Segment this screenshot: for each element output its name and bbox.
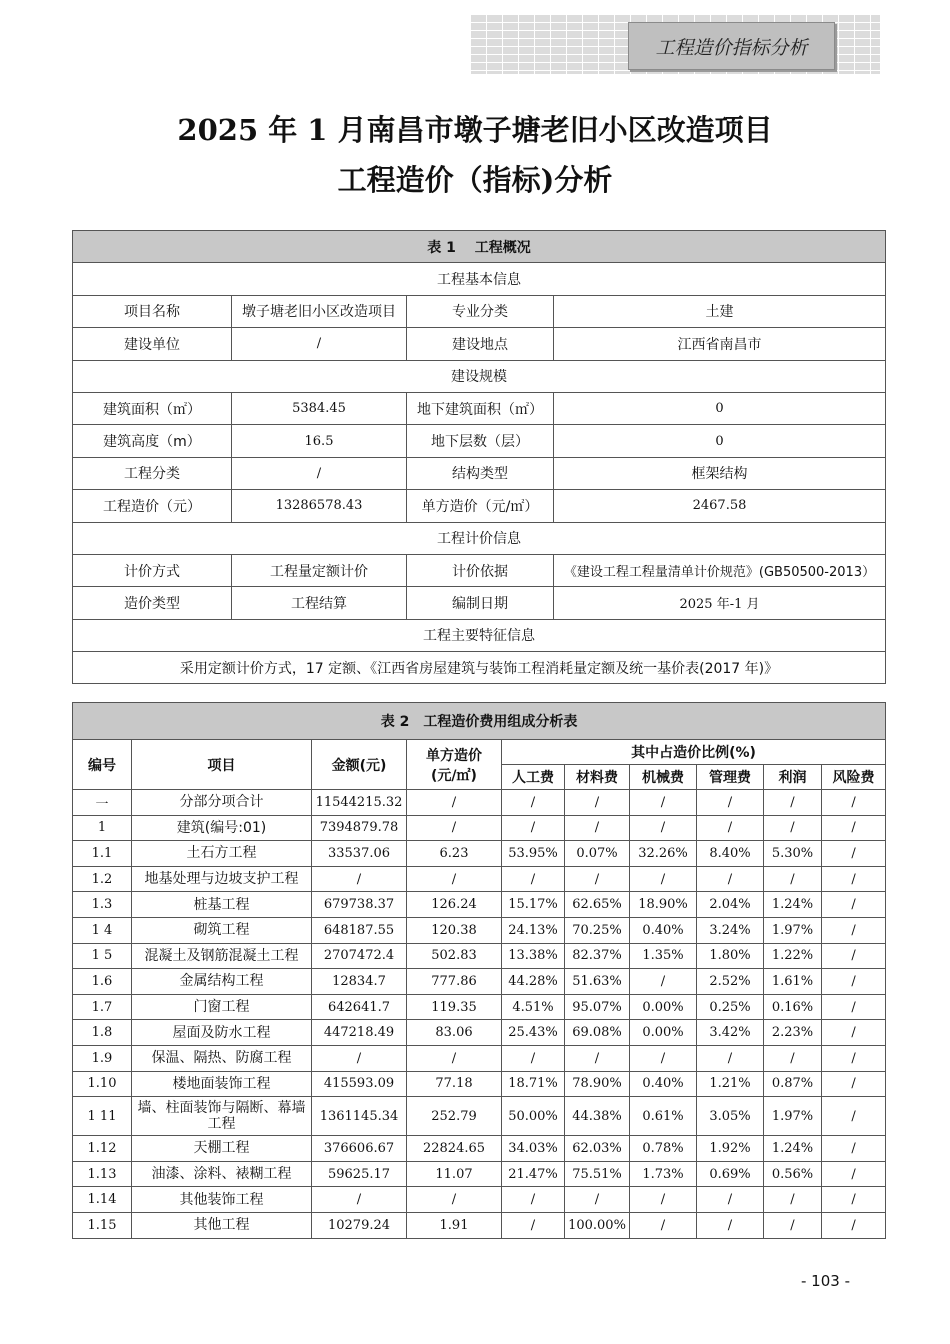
page-number: - 103 - — [801, 1272, 850, 1290]
cell-material: / — [565, 815, 630, 841]
cell-unit-cost: / — [407, 790, 502, 816]
cell-labor: 4.51% — [502, 994, 565, 1020]
cell-amount: 12834.7 — [312, 969, 407, 995]
cell-risk: / — [822, 866, 886, 892]
cell-no: 1.14 — [73, 1187, 132, 1213]
location-value: 江西省南昌市 — [554, 328, 886, 360]
table1-caption: 表 1 工程概况 — [73, 231, 886, 263]
cell-material: / — [565, 866, 630, 892]
cell-unit-cost: / — [407, 866, 502, 892]
cell-item: 油漆、涂料、裱糊工程 — [132, 1161, 312, 1187]
table-row — [73, 790, 886, 816]
cell-management: 0.69% — [697, 1161, 764, 1187]
cell-labor: 44.28% — [502, 969, 565, 995]
cell-material: 75.51% — [565, 1161, 630, 1187]
cell-machine: / — [630, 969, 697, 995]
header-unit-cost — [407, 740, 502, 790]
cell-item: 门窗工程 — [132, 994, 312, 1020]
cell-amount: 415593.09 — [312, 1071, 407, 1097]
builder-value: / — [232, 328, 407, 360]
cell-material: 0.07% — [565, 841, 630, 867]
cell-amount: / — [312, 1187, 407, 1213]
section-scale: 建设规模 — [73, 360, 886, 392]
cell-management: 3.05% — [697, 1097, 764, 1136]
cost-type-label: 造价类型 — [73, 587, 232, 619]
cell-labor: / — [502, 815, 565, 841]
cell-labor: 25.43% — [502, 1020, 565, 1046]
table-row — [73, 815, 886, 841]
cell-item: 保温、隔热、防腐工程 — [132, 1045, 312, 1071]
cost-composition-table — [72, 702, 886, 1239]
cell-management: / — [697, 815, 764, 841]
cell-profit: 0.16% — [764, 994, 822, 1020]
cell-item: 其他工程 — [132, 1212, 312, 1238]
cell-profit: 0.56% — [764, 1161, 822, 1187]
cell-machine: 32.26% — [630, 841, 697, 867]
section-tag: 工程造价指标分析 — [628, 22, 835, 70]
cell-amount: 59625.17 — [312, 1161, 407, 1187]
cell-no: 1.12 — [73, 1136, 132, 1162]
cell-risk: / — [822, 1161, 886, 1187]
cell-material: 82.37% — [565, 943, 630, 969]
cell-material: / — [565, 1187, 630, 1213]
cell-management: 2.52% — [697, 969, 764, 995]
cell-risk: / — [822, 1097, 886, 1136]
cell-machine: 18.90% — [630, 892, 697, 918]
cell-machine: 0.61% — [630, 1097, 697, 1136]
area-value: 5384.45 — [232, 392, 407, 424]
cell-profit: 1.24% — [764, 892, 822, 918]
cell-profit: / — [764, 1212, 822, 1238]
cell-management: 1.21% — [697, 1071, 764, 1097]
header-profit: 利润 — [764, 765, 822, 790]
cell-machine: / — [630, 790, 697, 816]
header-labor: 人工费 — [502, 765, 565, 790]
cell-risk: / — [822, 790, 886, 816]
cell-no: 1.3 — [73, 892, 132, 918]
header-unit-label: 单方造价 — [426, 747, 482, 764]
section-basic-info: 工程基本信息 — [73, 263, 886, 295]
cell-labor: 18.71% — [502, 1071, 565, 1097]
cost-table-body — [73, 790, 886, 1239]
cell-profit: 2.23% — [764, 1020, 822, 1046]
cell-management: / — [697, 1187, 764, 1213]
cell-machine: / — [630, 815, 697, 841]
cell-profit: 1.97% — [764, 1097, 822, 1136]
method-label: 计价方式 — [73, 554, 232, 586]
cell-labor: / — [502, 1212, 565, 1238]
cell-material: 51.63% — [565, 969, 630, 995]
cell-machine: 1.73% — [630, 1161, 697, 1187]
cell-management: 3.42% — [697, 1020, 764, 1046]
cell-item: 天棚工程 — [132, 1136, 312, 1162]
cell-profit: / — [764, 1187, 822, 1213]
cell-item: 建筑(编号:01) — [132, 815, 312, 841]
cell-labor: 50.00% — [502, 1097, 565, 1136]
project-name-label: 项目名称 — [73, 295, 232, 327]
header-amount: 金额(元) — [312, 740, 407, 790]
page-title-line2: 工程造价（指标)分析 — [337, 163, 613, 197]
cell-risk: / — [822, 943, 886, 969]
cell-no: 1 5 — [73, 943, 132, 969]
cell-labor: 53.95% — [502, 841, 565, 867]
cell-item: 楼地面装饰工程 — [132, 1071, 312, 1097]
cell-material: 62.03% — [565, 1136, 630, 1162]
cell-labor: 15.17% — [502, 892, 565, 918]
cell-item: 桩基工程 — [132, 892, 312, 918]
cell-labor: / — [502, 1045, 565, 1071]
cell-material: 62.65% — [565, 892, 630, 918]
table-row — [73, 1136, 886, 1162]
table-row — [73, 1187, 886, 1213]
table-row — [73, 917, 886, 943]
section-pricing: 工程计价信息 — [73, 522, 886, 554]
date-label: 编制日期 — [407, 587, 554, 619]
cell-risk: / — [822, 1071, 886, 1097]
cell-no: 1.6 — [73, 969, 132, 995]
cell-management: / — [697, 790, 764, 816]
table-row — [73, 866, 886, 892]
category-label: 工程分类 — [73, 457, 232, 489]
cell-material: 78.90% — [565, 1071, 630, 1097]
header-machine: 机械费 — [630, 765, 697, 790]
cell-profit: 1.24% — [764, 1136, 822, 1162]
unit-cost-value: 2467.58 — [554, 490, 886, 522]
cell-no: 1 4 — [73, 917, 132, 943]
cost-value: 13286578.43 — [232, 490, 407, 522]
table-row — [73, 1045, 886, 1071]
table2-caption: 表 2 工程造价费用组成分析表 — [73, 703, 886, 740]
underground-floors-value: 0 — [554, 425, 886, 457]
cell-unit-cost: 1.91 — [407, 1212, 502, 1238]
page-title-line1: 2025 年 1 月南昌市墩子塘老旧小区改造项目 — [177, 113, 773, 147]
cell-no: 1.13 — [73, 1161, 132, 1187]
cell-labor: 24.13% — [502, 917, 565, 943]
cell-risk: / — [822, 892, 886, 918]
cell-no: 一 — [73, 790, 132, 816]
cell-profit: 1.97% — [764, 917, 822, 943]
cell-management: 8.40% — [697, 841, 764, 867]
cell-no: 1.9 — [73, 1045, 132, 1071]
cell-item: 分部分项合计 — [132, 790, 312, 816]
header-unit-sub: (元/㎡) — [431, 767, 477, 784]
cell-material: 95.07% — [565, 994, 630, 1020]
cell-item: 其他装饰工程 — [132, 1187, 312, 1213]
cell-no: 1.15 — [73, 1212, 132, 1238]
cell-amount: 376606.67 — [312, 1136, 407, 1162]
cell-item: 墙、柱面装饰与隔断、幕墙工程 — [132, 1097, 312, 1136]
cell-unit-cost: 119.35 — [407, 994, 502, 1020]
cell-item: 砌筑工程 — [132, 917, 312, 943]
header-no: 编号 — [73, 740, 132, 790]
cell-risk: / — [822, 1045, 886, 1071]
cell-management: / — [697, 866, 764, 892]
cell-no: 1.7 — [73, 994, 132, 1020]
cell-item: 屋面及防水工程 — [132, 1020, 312, 1046]
cell-amount: 11544215.32 — [312, 790, 407, 816]
cell-amount: 10279.24 — [312, 1212, 407, 1238]
cell-profit: 1.61% — [764, 969, 822, 995]
structure-label: 结构类型 — [407, 457, 554, 489]
cell-unit-cost: 22824.65 — [407, 1136, 502, 1162]
cell-amount: 33537.06 — [312, 841, 407, 867]
cell-unit-cost: 502.83 — [407, 943, 502, 969]
header-item: 项目 — [132, 740, 312, 790]
cell-management: 2.04% — [697, 892, 764, 918]
project-overview-table — [72, 230, 886, 684]
table-row — [73, 1212, 886, 1238]
cell-amount: 648187.55 — [312, 917, 407, 943]
cell-profit: / — [764, 1045, 822, 1071]
method-value: 工程量定额计价 — [232, 554, 407, 586]
cell-item: 混凝土及钢筋混凝土工程 — [132, 943, 312, 969]
features-text: 采用定额计价方式，17 定额、《江西省房屋建筑与装饰工程消耗量定额及统一基价表(2017 年)》 — [73, 652, 886, 684]
cell-amount: 2707472.4 — [312, 943, 407, 969]
cell-amount: / — [312, 866, 407, 892]
cell-amount: / — [312, 1045, 407, 1071]
cell-profit: / — [764, 790, 822, 816]
cell-no: 1.8 — [73, 1020, 132, 1046]
cell-management: 1.80% — [697, 943, 764, 969]
cell-profit: / — [764, 815, 822, 841]
cell-machine: / — [630, 866, 697, 892]
cell-profit: 1.22% — [764, 943, 822, 969]
cell-amount: 7394879.78 — [312, 815, 407, 841]
area-label: 建筑面积（㎡） — [73, 392, 232, 424]
cell-profit: 5.30% — [764, 841, 822, 867]
structure-value: 框架结构 — [554, 457, 886, 489]
table-row — [73, 943, 886, 969]
cell-machine: 1.35% — [630, 943, 697, 969]
cell-unit-cost: 83.06 — [407, 1020, 502, 1046]
specialty-label: 专业分类 — [407, 295, 554, 327]
cell-labor: 21.47% — [502, 1161, 565, 1187]
basis-label: 计价依据 — [407, 554, 554, 586]
cell-item: 金属结构工程 — [132, 969, 312, 995]
table-row — [73, 1020, 886, 1046]
cost-type-value: 工程结算 — [232, 587, 407, 619]
builder-label: 建设单位 — [73, 328, 232, 360]
cell-machine: 0.78% — [630, 1136, 697, 1162]
basis-value: 《建设工程工程量清单计价规范》(GB50500-2013） — [554, 554, 886, 586]
cost-label: 工程造价（元） — [73, 490, 232, 522]
cell-material: 44.38% — [565, 1097, 630, 1136]
cell-labor: 13.38% — [502, 943, 565, 969]
cell-no: 1.1 — [73, 841, 132, 867]
category-value: / — [232, 457, 407, 489]
cell-machine: / — [630, 1045, 697, 1071]
cell-profit: / — [764, 866, 822, 892]
cell-unit-cost: 6.23 — [407, 841, 502, 867]
cell-amount: 1361145.34 — [312, 1097, 407, 1136]
cell-item: 地基处理与边坡支护工程 — [132, 866, 312, 892]
table-row — [73, 994, 886, 1020]
date-value: 2025 年-1 月 — [554, 587, 886, 619]
cell-machine: 0.40% — [630, 1071, 697, 1097]
cell-no: 1 — [73, 815, 132, 841]
project-name-value: 墩子塘老旧小区改造项目 — [232, 295, 407, 327]
cell-management: 0.25% — [697, 994, 764, 1020]
cell-management: / — [697, 1212, 764, 1238]
cell-machine: / — [630, 1212, 697, 1238]
cell-unit-cost: / — [407, 1187, 502, 1213]
cell-amount: 679738.37 — [312, 892, 407, 918]
cell-labor: 34.03% — [502, 1136, 565, 1162]
unit-cost-label: 单方造价（元/㎡） — [407, 490, 554, 522]
cell-amount: 447218.49 — [312, 1020, 407, 1046]
cell-unit-cost: 126.24 — [407, 892, 502, 918]
cell-no: 1.10 — [73, 1071, 132, 1097]
header-management: 管理费 — [697, 765, 764, 790]
cell-labor: / — [502, 866, 565, 892]
cell-material: / — [565, 1045, 630, 1071]
cell-labor: / — [502, 1187, 565, 1213]
cell-management: 3.24% — [697, 917, 764, 943]
height-value: 16.5 — [232, 425, 407, 457]
cell-risk: / — [822, 841, 886, 867]
location-label: 建设地点 — [407, 328, 554, 360]
cell-labor: / — [502, 790, 565, 816]
cell-item: 土石方工程 — [132, 841, 312, 867]
cell-risk: / — [822, 994, 886, 1020]
cell-risk: / — [822, 1136, 886, 1162]
table-row — [73, 1161, 886, 1187]
cell-risk: / — [822, 1212, 886, 1238]
cell-no: 1.2 — [73, 866, 132, 892]
table-row — [73, 1071, 886, 1097]
cell-risk: / — [822, 1187, 886, 1213]
cell-risk: / — [822, 815, 886, 841]
header-ratio: 其中占造价比例(%) — [502, 740, 886, 765]
cell-unit-cost: 11.07 — [407, 1161, 502, 1187]
underground-floors-label: 地下层数（层） — [407, 425, 554, 457]
cell-management: 1.92% — [697, 1136, 764, 1162]
cell-profit: 0.87% — [764, 1071, 822, 1097]
height-label: 建筑高度（m） — [73, 425, 232, 457]
header-risk: 风险费 — [822, 765, 886, 790]
table-row — [73, 1097, 886, 1136]
cell-machine: 0.00% — [630, 1020, 697, 1046]
cell-risk: / — [822, 917, 886, 943]
table-row — [73, 841, 886, 867]
cell-machine: 0.40% — [630, 917, 697, 943]
underground-area-label: 地下建筑面积（㎡） — [407, 392, 554, 424]
cell-material: 69.08% — [565, 1020, 630, 1046]
cell-material: 70.25% — [565, 917, 630, 943]
underground-area-value: 0 — [554, 392, 886, 424]
cell-unit-cost: 77.18 — [407, 1071, 502, 1097]
cell-unit-cost: 777.86 — [407, 969, 502, 995]
cell-machine: / — [630, 1187, 697, 1213]
cell-no: 1 11 — [73, 1097, 132, 1136]
header-material: 材料费 — [565, 765, 630, 790]
cell-risk: / — [822, 969, 886, 995]
cell-unit-cost: 120.38 — [407, 917, 502, 943]
cell-unit-cost: / — [407, 1045, 502, 1071]
cell-unit-cost: 252.79 — [407, 1097, 502, 1136]
cell-risk: / — [822, 1020, 886, 1046]
section-features: 工程主要特征信息 — [73, 619, 886, 651]
table-row — [73, 892, 886, 918]
cell-unit-cost: / — [407, 815, 502, 841]
cell-management: / — [697, 1045, 764, 1071]
cell-amount: 642641.7 — [312, 994, 407, 1020]
cell-machine: 0.00% — [630, 994, 697, 1020]
cell-material: 100.00% — [565, 1212, 630, 1238]
specialty-value: 土建 — [554, 295, 886, 327]
table-row — [73, 969, 886, 995]
cell-material: / — [565, 790, 630, 816]
